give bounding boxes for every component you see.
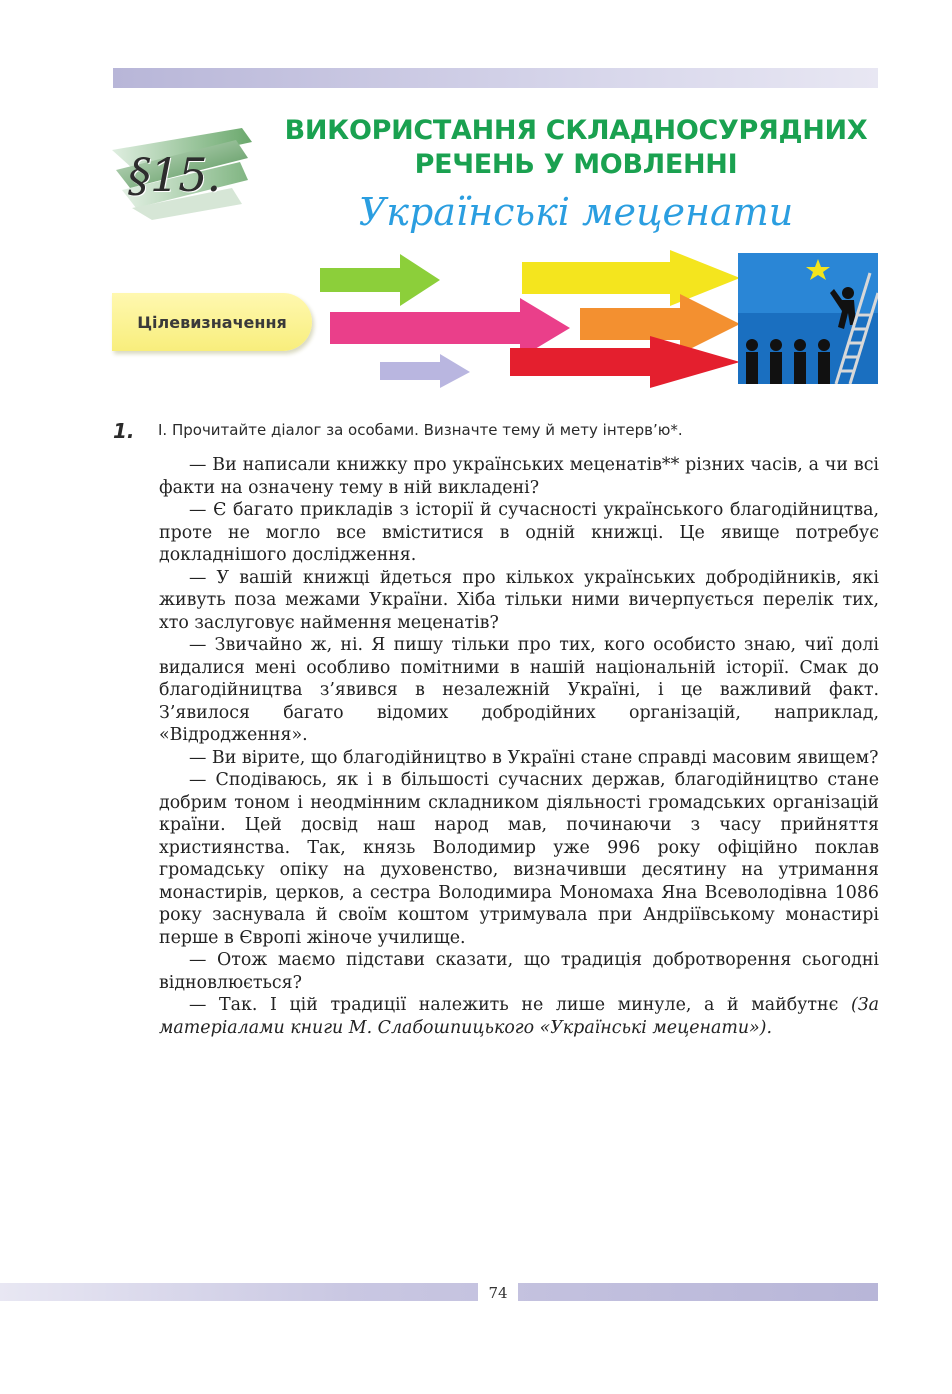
page-number: 74 (488, 1284, 508, 1302)
exercise-number: 1. (113, 419, 135, 443)
page-subtitle: Українські меценати (358, 190, 794, 234)
dialog-last-text: — Так. І цій традиції належить не лише минуле, а й майбутнє (189, 995, 839, 1015)
dialog-paragraph: — Ви вірите, що благодійництво в Україні стане справді масовим явищем? (189, 747, 879, 768)
dialog-text (159, 454, 879, 1039)
exercise-task: І. Прочитайте діалог за особами. Визначте тему й мету інтерв’ю*. (158, 421, 683, 439)
goal-label: Цілевизначення (112, 293, 312, 351)
dialog-paragraph: — Звичайно ж, ні. Я пишу тільки про тих, кого особисто знаю, чиї долі видалися мені особливо помітними в нашій національній історії. Смак до благодійництва з’явився в незалежній Україні, і це важливий факт. З’явилося багато відомих добродійних організацій, наприклад, «Відродження». (159, 635, 879, 745)
dialog-paragraph: — Є багато прикладів з історії й сучасності українського благодійництва, проте не могло все вміститися в одній книжці. Це явище потребує докладнішого дослідження. (159, 500, 879, 565)
colored-arrows-illustration (310, 250, 740, 390)
title-line-2: РЕЧЕНЬ У МОВЛЕННІ (414, 149, 738, 180)
dialog-paragraph: — Сподіваюсь, як і в більшості сучасних держав, благодійництво стане добрим тоном і неодмінним складником діяльності громадських організацій країни. Цей досвід наш народ мав, починаючи з часу прийняття християнства. Так, князь Володимир уже 996 року офіційно поклав громадську опіку на духовенство, визначивши десятину на утримання монастирів, церков, а сестра Володимира Мономаха Яна Всеволодівна 1086 року заснувала й своїм коштом утримувала при Андріївському монастирі перше в Європі жіноче училище. (159, 770, 879, 948)
source-citation: (За матеріалами книги М. Слабошпицького «Українські меценати»). (159, 995, 879, 1038)
title-line-1: ВИКОРИСТАННЯ СКЛАДНОСУРЯДНИХ (284, 115, 868, 146)
bottom-decorative-band (0, 1283, 878, 1301)
top-decorative-band (113, 68, 878, 88)
dialog-paragraph: — Отож маємо підстави сказати, що традиція добротворення сьогодні відновлюється? (159, 950, 879, 993)
dialog-paragraph-last (159, 994, 879, 1039)
arrow-red (510, 336, 740, 388)
dialog-paragraph: — Ви написали книжку про українських меценатів** різних часів, а чи всі факти на означену тему в ній викладені? (159, 455, 879, 498)
arrow-yellow (522, 250, 740, 306)
arrow-green (320, 254, 440, 306)
paragraph-number: §15. (128, 148, 221, 202)
climbing-figure-illustration (738, 253, 878, 384)
arrow-lavender (380, 354, 470, 388)
page-title (270, 114, 882, 182)
dialog-paragraph: — У вашій книжці йдеться про кількох українських добродійників, які живуть поза межами України. Хіба тільки ними вичерпується перелік тих, хто заслуговує наймення меценатів? (159, 567, 879, 633)
